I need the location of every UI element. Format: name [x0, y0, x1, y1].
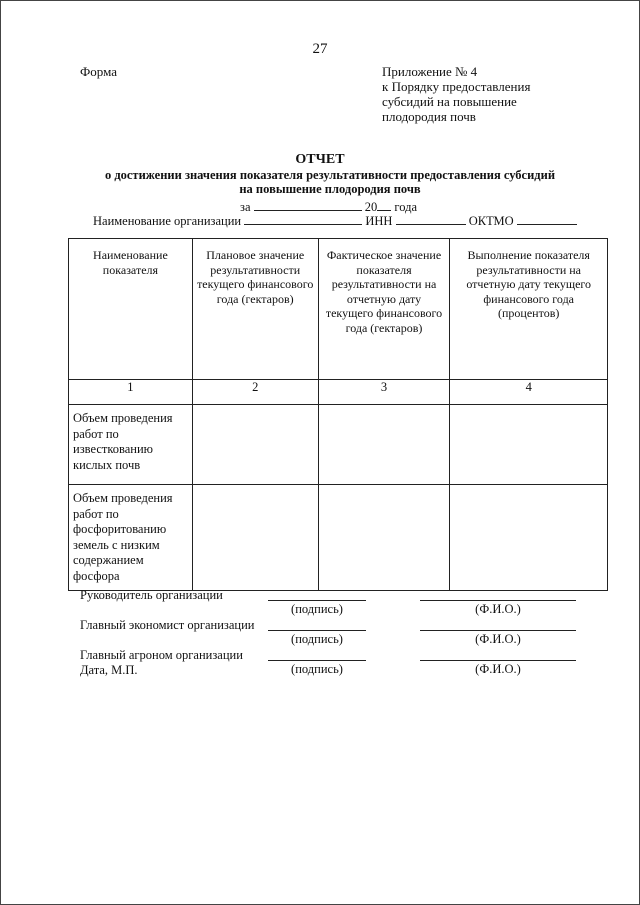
period-prefix: за: [240, 200, 251, 214]
organization-line: [93, 212, 577, 229]
appendix-line: субсидий на повышение: [382, 94, 517, 109]
column-number: 2: [192, 380, 318, 405]
row-label: Объем проведения работ по фосфоритованию земель с низким содержанием фосфора: [69, 485, 193, 591]
inn-label: ИНН: [365, 214, 393, 228]
column-number: 4: [450, 380, 608, 405]
form-label: Форма: [80, 64, 117, 79]
signature-caption: (подпись): [291, 662, 343, 676]
economist-label: Главный экономист организации: [80, 618, 255, 632]
date-label: Дата, М.П.: [80, 663, 138, 677]
subtitle-line: о достижении значения показателя результативности предоставления субсидий: [104, 168, 556, 182]
name-caption: (Ф.И.О.): [475, 662, 521, 676]
page-number: 27: [312, 41, 328, 57]
org-name-blank[interactable]: [244, 212, 362, 225]
column-number: 3: [318, 380, 450, 405]
signature-caption: (подпись): [291, 602, 343, 616]
data-cell[interactable]: [192, 485, 318, 591]
signature-line[interactable]: [268, 600, 366, 601]
data-cell[interactable]: [450, 485, 608, 591]
signature-caption: (подпись): [291, 632, 343, 646]
name-caption: (Ф.И.О.): [475, 602, 521, 616]
year-blank[interactable]: [377, 198, 391, 211]
oktmo-blank[interactable]: [517, 212, 577, 225]
agronomist-label: Главный агроном организации: [80, 648, 243, 662]
name-caption: (Ф.И.О.): [475, 632, 521, 646]
data-cell[interactable]: [318, 405, 450, 485]
column-header: Плановое значение результативности текущего финансового года (гектаров): [192, 239, 318, 380]
data-cell[interactable]: [318, 485, 450, 591]
name-line[interactable]: [420, 630, 576, 631]
report-title: ОТЧЕТ: [295, 152, 345, 167]
table-row: [69, 485, 608, 591]
subtitle-line: на повышение плодородия почв: [239, 182, 421, 196]
org-name-label: Наименование организации: [93, 214, 242, 228]
name-line[interactable]: [420, 600, 576, 601]
appendix-line: плодородия почв: [382, 109, 476, 124]
appendix-line: Приложение № 4: [382, 64, 478, 79]
appendix-block: [382, 64, 530, 124]
signature-line[interactable]: [268, 660, 366, 661]
report-subtitle: [0, 168, 640, 196]
row-label: Объем проведения работ по известкованию кислых почв: [69, 405, 193, 485]
column-header: Фактическое значение показателя результативности на отчетную дату текущего финансового года (гектаров): [318, 239, 450, 380]
column-header: Наименование показателя: [69, 239, 193, 380]
data-cell[interactable]: [192, 405, 318, 485]
signature-line[interactable]: [268, 630, 366, 631]
period-blank[interactable]: [254, 198, 362, 211]
inn-blank[interactable]: [396, 212, 466, 225]
report-table: [68, 238, 608, 591]
column-header: Выполнение показателя результативности на отчетную дату текущего финансового года (процентов): [450, 239, 608, 380]
data-cell[interactable]: [450, 405, 608, 485]
table-row: [69, 405, 608, 485]
oktmo-label: ОКТМО: [468, 214, 514, 228]
name-line[interactable]: [420, 660, 576, 661]
column-number: 1: [69, 380, 193, 405]
year-suffix: года: [394, 200, 417, 214]
appendix-line: к Порядку предоставления: [382, 79, 531, 94]
head-label: Руководитель организации: [80, 588, 223, 602]
year-prefix: 20: [364, 200, 378, 214]
